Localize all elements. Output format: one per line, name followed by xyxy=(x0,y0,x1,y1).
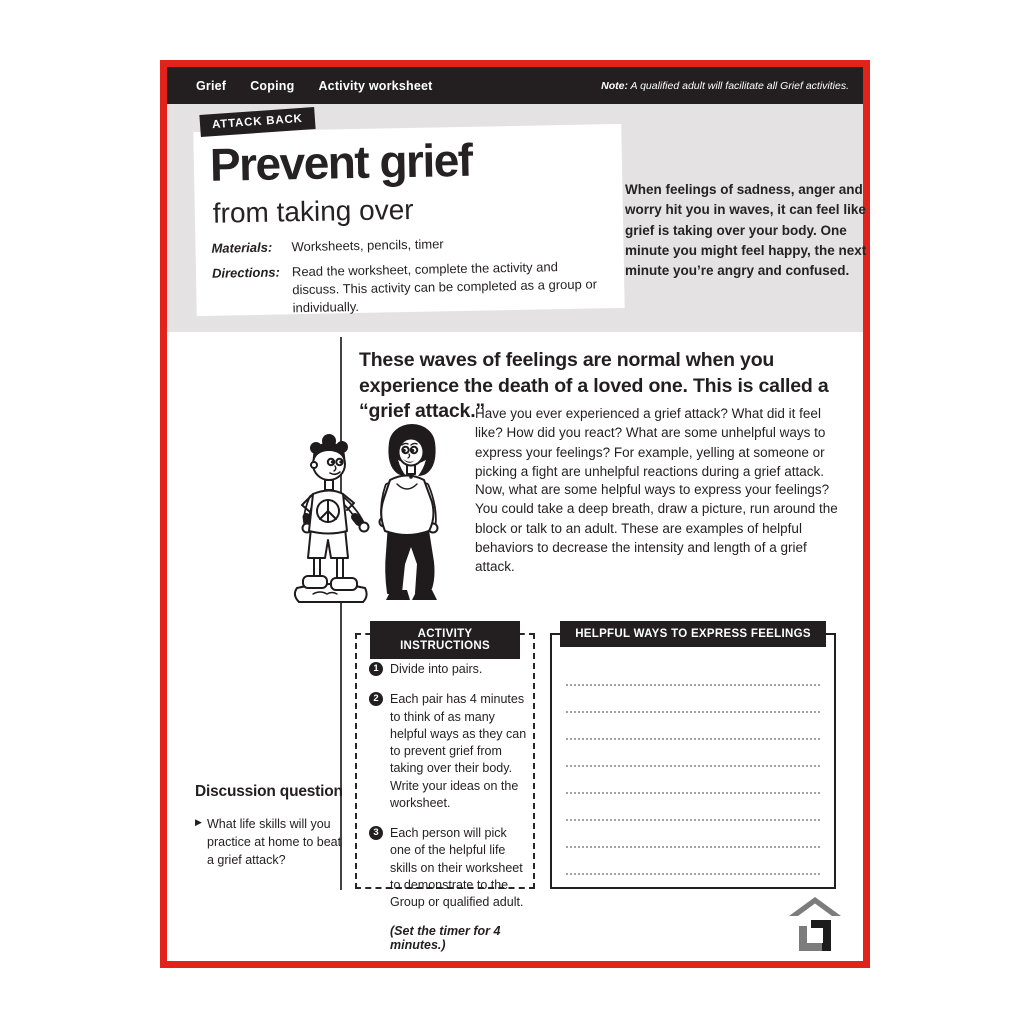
triangle-bullet-icon: ▶ xyxy=(195,817,202,827)
discussion-question-heading: Discussion question xyxy=(195,783,343,800)
activity-step-1 xyxy=(369,661,527,678)
worksheet-page xyxy=(160,60,870,968)
note-prefix: Note: xyxy=(601,79,629,92)
writing-lines xyxy=(566,659,820,875)
writing-line xyxy=(566,767,820,794)
title-card xyxy=(193,124,624,316)
tag-grief: Grief xyxy=(196,78,227,93)
publisher-logo xyxy=(784,893,846,951)
writing-line xyxy=(566,821,820,848)
header-tags xyxy=(196,79,433,93)
writing-line xyxy=(566,794,820,821)
note-text: A qualified adult will facilitate all Grief activities. xyxy=(628,79,849,92)
directions-row xyxy=(212,257,603,319)
activity-instructions-header: ACTIVITY INSTRUCTIONS xyxy=(370,621,520,659)
writing-line xyxy=(566,713,820,740)
activity-instructions-box xyxy=(355,628,535,953)
illustration-svg xyxy=(285,414,470,606)
activity-step-2 xyxy=(369,691,527,812)
body-paragraph-1: Have you ever experienced a grief attack? What did it feel like? How did you react? What are some unhelpful ways to express your feelings? For example, yelling at someone or picking a fight are unhelpful reactions during a grief attack. xyxy=(475,406,826,479)
page-subtitle: from taking over xyxy=(212,193,414,229)
step-2-number-badge: 2 xyxy=(369,692,383,706)
writing-line xyxy=(566,659,820,686)
step-3-number-badge: 3 xyxy=(369,826,383,840)
discussion-question-section xyxy=(195,783,345,869)
activity-step-3 xyxy=(369,825,527,911)
writing-line xyxy=(566,848,820,875)
facilitator-note xyxy=(601,80,849,92)
house-logo-icon xyxy=(784,893,846,951)
section-heading: These waves of feelings are normal when you experience the death of a loved one. This is called a “grief attack.” xyxy=(359,349,829,423)
materials-label: Materials: xyxy=(211,239,273,256)
tag-coping: Coping xyxy=(250,78,295,93)
discussion-question-item xyxy=(195,815,345,869)
body-paragraph-2: Now, what are some helpful ways to express your feelings? You could take a deep breath, draw a picture, run around the block or talk to an adult. These are examples of helpful behaviors to decrease the intensity and length of a grief attack. xyxy=(475,482,838,575)
materials-value: Worksheets, pencils, timer xyxy=(291,236,444,255)
activity-steps xyxy=(369,661,527,952)
step-1-number-badge: 1 xyxy=(369,662,383,676)
timer-note: (Set the timer for 4 minutes.) xyxy=(390,924,501,953)
directions-label: Directions: xyxy=(211,264,281,281)
discussion-question-text: What life skills will you practice at home to beat a grief attack? xyxy=(207,817,342,868)
directions-value: Read the worksheet, complete the activity and discuss. This activity can be completed as a group or individually. xyxy=(291,259,598,316)
intro-paragraph: When feelings of sadness, anger and worry hit you in waves, it can feel like grief is taking over your body. One minute you might feel happy, the next minute you’re angry and confused. xyxy=(625,182,867,278)
tag-activity-worksheet: Activity worksheet xyxy=(318,78,433,93)
materials-row xyxy=(211,232,601,258)
writing-line xyxy=(566,686,820,713)
boy-and-woman-illustration xyxy=(285,414,470,606)
writing-line xyxy=(566,740,820,767)
step-2-text: Each pair has 4 minutes to think of as many helpful ways as they can to prevent grief from taking over their body. Write your ideas on the worksheet. xyxy=(390,692,527,810)
attack-back-badge: ATTACK BACK xyxy=(199,107,315,137)
top-header-bar xyxy=(167,67,863,104)
helpful-ways-header: HELPFUL WAYS TO EXPRESS FEELINGS xyxy=(560,621,826,647)
page-title: Prevent grief xyxy=(209,133,473,191)
helpful-ways-box xyxy=(550,628,836,889)
step-1-text: Divide into pairs. xyxy=(390,662,483,676)
step-3-text: Each person will pick one of the helpful life skills on their worksheet to demonstrate to the Group or qualified adult. xyxy=(390,826,524,909)
